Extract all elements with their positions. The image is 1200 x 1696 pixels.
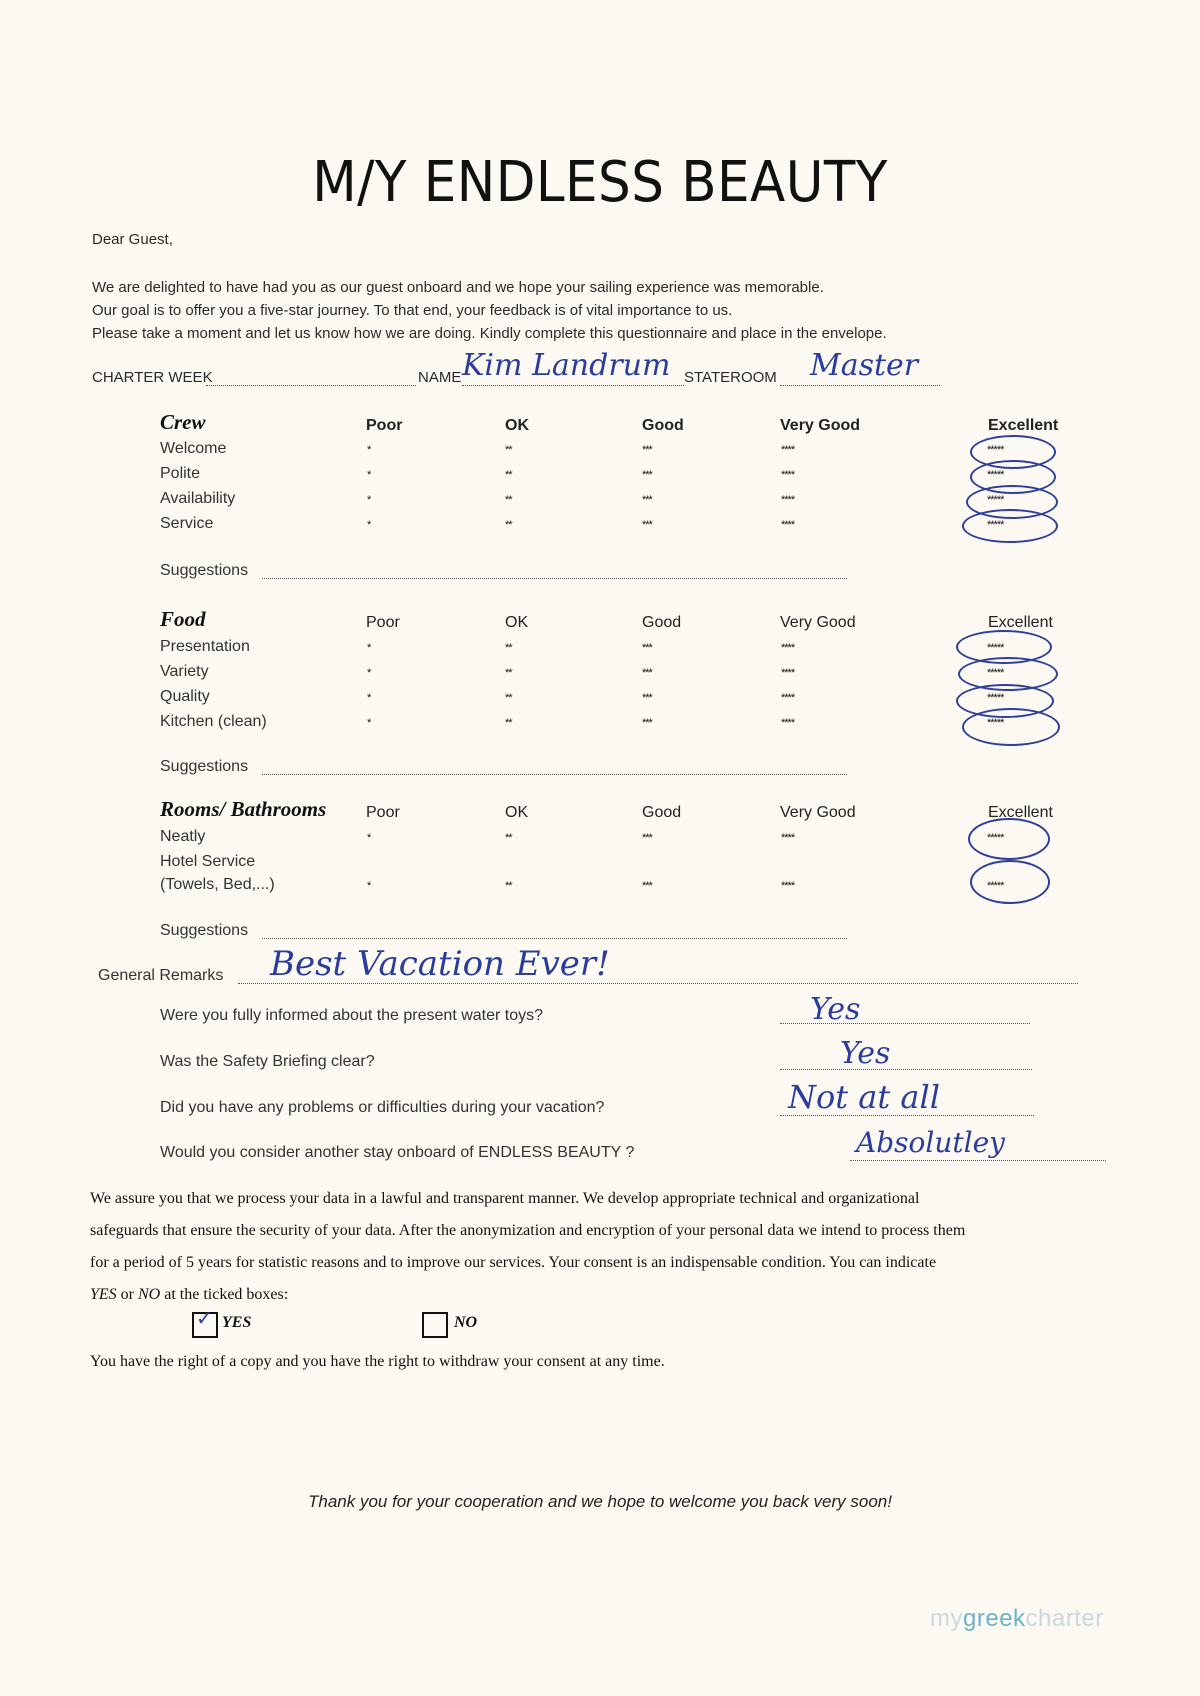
- intro-line-1: We are delighted to have had you as our guest onboard and we hope your sailing experience was memorable.: [92, 279, 824, 296]
- section-title-rooms: Rooms/ Bathrooms: [160, 797, 327, 821]
- col-poor: Poor: [366, 804, 400, 821]
- stateroom-field[interactable]: [780, 385, 940, 386]
- rating-ok[interactable]: **: [505, 832, 512, 844]
- col-good: Good: [642, 614, 682, 631]
- rating-very-good[interactable]: ****: [781, 469, 795, 481]
- stateroom-handwriting: Master: [810, 348, 919, 383]
- question-text: Was the Safety Briefing clear?: [160, 1053, 375, 1070]
- rating-poor[interactable]: *: [367, 469, 371, 481]
- col-good: Good: [642, 804, 682, 821]
- rating-very-good[interactable]: ****: [781, 880, 795, 892]
- suggestions-field[interactable]: [262, 938, 847, 939]
- row-label: Welcome: [160, 440, 227, 457]
- rating-excellent[interactable]: *****: [987, 642, 1004, 654]
- rating-excellent[interactable]: *****: [987, 444, 1004, 456]
- privacy-yes-word: YES: [90, 1286, 117, 1303]
- rating-excellent[interactable]: *****: [987, 469, 1004, 481]
- col-very-good: Very Good: [780, 614, 856, 631]
- rating-poor[interactable]: *: [367, 667, 371, 679]
- rating-good[interactable]: ***: [642, 519, 652, 531]
- rating-ok[interactable]: **: [505, 642, 512, 654]
- charter-week-field[interactable]: [206, 385, 416, 386]
- rating-poor[interactable]: *: [367, 717, 371, 729]
- privacy-line-2: safeguards that ensure the security of your data. After the anonymization and encryption of your personal data we intend to process them: [90, 1222, 966, 1239]
- row-label: Variety: [160, 663, 209, 680]
- suggestions-label: Suggestions: [160, 562, 249, 579]
- rating-ok[interactable]: **: [505, 880, 512, 892]
- watermark-logo: [930, 1605, 1104, 1633]
- rating-poor[interactable]: *: [367, 519, 371, 531]
- suggestions-label: Suggestions: [160, 758, 249, 775]
- col-very-good: Very Good: [780, 417, 861, 434]
- col-very-good: Very Good: [780, 804, 856, 821]
- rating-good[interactable]: ***: [642, 469, 652, 481]
- rating-ok[interactable]: **: [505, 667, 512, 679]
- answer-handwriting: Yes: [840, 1036, 891, 1071]
- col-ok: OK: [505, 804, 529, 821]
- stateroom-label: STATEROOM: [684, 369, 777, 386]
- rating-very-good[interactable]: ****: [781, 717, 795, 729]
- rating-excellent[interactable]: *****: [987, 494, 1004, 506]
- row-label: Kitchen (clean): [160, 713, 267, 730]
- col-ok: OK: [505, 614, 529, 631]
- privacy-line-1: We assure you that we process your data in a lawful and transparent manner. We develop appropriate technical and organizational: [90, 1190, 920, 1207]
- row-label: Neatly: [160, 828, 206, 845]
- row-label: Presentation: [160, 638, 250, 655]
- watermark-suffix: charter: [1025, 1605, 1104, 1632]
- row-label: Hotel Service: [160, 853, 256, 870]
- rating-very-good[interactable]: ****: [781, 519, 795, 531]
- rating-good[interactable]: ***: [642, 494, 652, 506]
- rating-poor[interactable]: *: [367, 494, 371, 506]
- rating-good[interactable]: ***: [642, 832, 652, 844]
- rating-very-good[interactable]: ****: [781, 832, 795, 844]
- excellent-selection-circle: [962, 708, 1060, 746]
- row-label: Quality: [160, 688, 210, 705]
- question-text: Were you fully informed about the present water toys?: [160, 1007, 544, 1024]
- rating-ok[interactable]: **: [505, 519, 512, 531]
- rating-excellent[interactable]: *****: [987, 832, 1004, 844]
- privacy-line-4-rest: at the ticked boxes:: [160, 1286, 289, 1303]
- question-text: Did you have any problems or difficulties during your vacation?: [160, 1099, 605, 1116]
- greeting: Dear Guest,: [92, 231, 173, 248]
- privacy-line-4: [90, 1279, 288, 1310]
- rating-excellent[interactable]: *****: [987, 519, 1004, 531]
- rating-poor[interactable]: *: [367, 832, 371, 844]
- rating-very-good[interactable]: ****: [781, 494, 795, 506]
- general-remarks-label: General Remarks: [98, 967, 224, 984]
- question-text: Would you consider another stay onboard of ENDLESS BEAUTY ?: [160, 1144, 635, 1161]
- rating-poor[interactable]: *: [367, 444, 371, 456]
- row-label: Availability: [160, 490, 236, 507]
- answer-field[interactable]: [850, 1160, 1106, 1161]
- privacy-no-word: NO: [138, 1286, 161, 1303]
- rating-ok[interactable]: **: [505, 692, 512, 704]
- charter-week-label: CHARTER WEEK: [92, 369, 213, 386]
- consent-yes-label: YES: [222, 1314, 252, 1331]
- rating-poor[interactable]: *: [367, 642, 371, 654]
- document-title: M/Y ENDLESS BEAUTY: [312, 150, 888, 215]
- answer-field[interactable]: [780, 1069, 1032, 1070]
- rating-good[interactable]: ***: [642, 667, 652, 679]
- rating-excellent[interactable]: *****: [987, 880, 1004, 892]
- section-title-crew: Crew: [160, 410, 206, 434]
- rating-good[interactable]: ***: [642, 717, 652, 729]
- row-label: Service: [160, 515, 214, 532]
- rating-very-good[interactable]: ****: [781, 667, 795, 679]
- col-poor: Poor: [366, 614, 400, 631]
- rating-ok[interactable]: **: [505, 469, 512, 481]
- rating-ok[interactable]: **: [505, 494, 512, 506]
- watermark-brand: greek: [963, 1605, 1026, 1632]
- excellent-selection-circle: [970, 860, 1050, 904]
- row-label: (Towels, Bed,...): [160, 876, 275, 893]
- excellent-selection-circle: [962, 509, 1058, 543]
- name-field[interactable]: [462, 385, 684, 386]
- rating-very-good[interactable]: ****: [781, 692, 795, 704]
- rating-very-good[interactable]: ****: [781, 444, 795, 456]
- col-excellent: Excellent: [988, 614, 1053, 631]
- privacy-or-word: or: [116, 1286, 138, 1303]
- check-mark-icon: ✓: [196, 1308, 213, 1330]
- answer-handwriting: Not at all: [788, 1078, 940, 1116]
- rating-good[interactable]: ***: [642, 692, 652, 704]
- rating-ok[interactable]: **: [505, 717, 512, 729]
- rating-excellent[interactable]: *****: [987, 692, 1004, 704]
- section-title-food: Food: [160, 607, 206, 631]
- watermark-prefix: my: [930, 1605, 963, 1632]
- rating-good[interactable]: ***: [642, 444, 652, 456]
- row-label: Polite: [160, 465, 201, 482]
- general-remarks-handwriting: Best Vacation Ever!: [270, 944, 610, 984]
- rating-excellent[interactable]: *****: [987, 667, 1004, 679]
- intro-line-2: Our goal is to offer you a five-star journey. To that end, your feedback is of vital importance to us.: [92, 302, 733, 319]
- privacy-rights: You have the right of a copy and you have the right to withdraw your consent at any time.: [90, 1353, 665, 1370]
- excellent-selection-circle: [968, 818, 1050, 860]
- answer-handwriting: Yes: [810, 992, 861, 1027]
- consent-no-label: NO: [454, 1314, 478, 1331]
- col-excellent: Excellent: [988, 804, 1053, 821]
- name-handwriting: Kim Landrum: [462, 348, 671, 383]
- intro-line-3: Please take a moment and let us know how we are doing. Kindly complete this questionnaire and place in the envelope.: [92, 325, 887, 342]
- col-poor: Poor: [366, 417, 403, 434]
- consent-no-checkbox[interactable]: [422, 1312, 448, 1338]
- suggestions-field[interactable]: [262, 578, 847, 579]
- suggestions-label: Suggestions: [160, 922, 249, 939]
- col-excellent: Excellent: [988, 417, 1059, 434]
- footer-thank-you: Thank you for your cooperation and we hope to welcome you back very soon!: [307, 1492, 892, 1511]
- rating-very-good[interactable]: ****: [781, 642, 795, 654]
- rating-poor[interactable]: *: [367, 880, 371, 892]
- col-good: Good: [642, 417, 684, 434]
- rating-ok[interactable]: **: [505, 444, 512, 456]
- answer-handwriting: Absolutley: [856, 1126, 1005, 1159]
- suggestions-field[interactable]: [262, 774, 847, 775]
- name-label: NAME: [418, 369, 462, 386]
- rating-excellent[interactable]: *****: [987, 717, 1004, 729]
- rating-poor[interactable]: *: [367, 692, 371, 704]
- rating-good[interactable]: ***: [642, 642, 652, 654]
- col-ok: OK: [505, 417, 529, 434]
- privacy-line-3: for a period of 5 years for statistic reasons and to improve our services. Your consent is an indispensable condition. You can indicate: [90, 1254, 937, 1271]
- rating-good[interactable]: ***: [642, 880, 652, 892]
